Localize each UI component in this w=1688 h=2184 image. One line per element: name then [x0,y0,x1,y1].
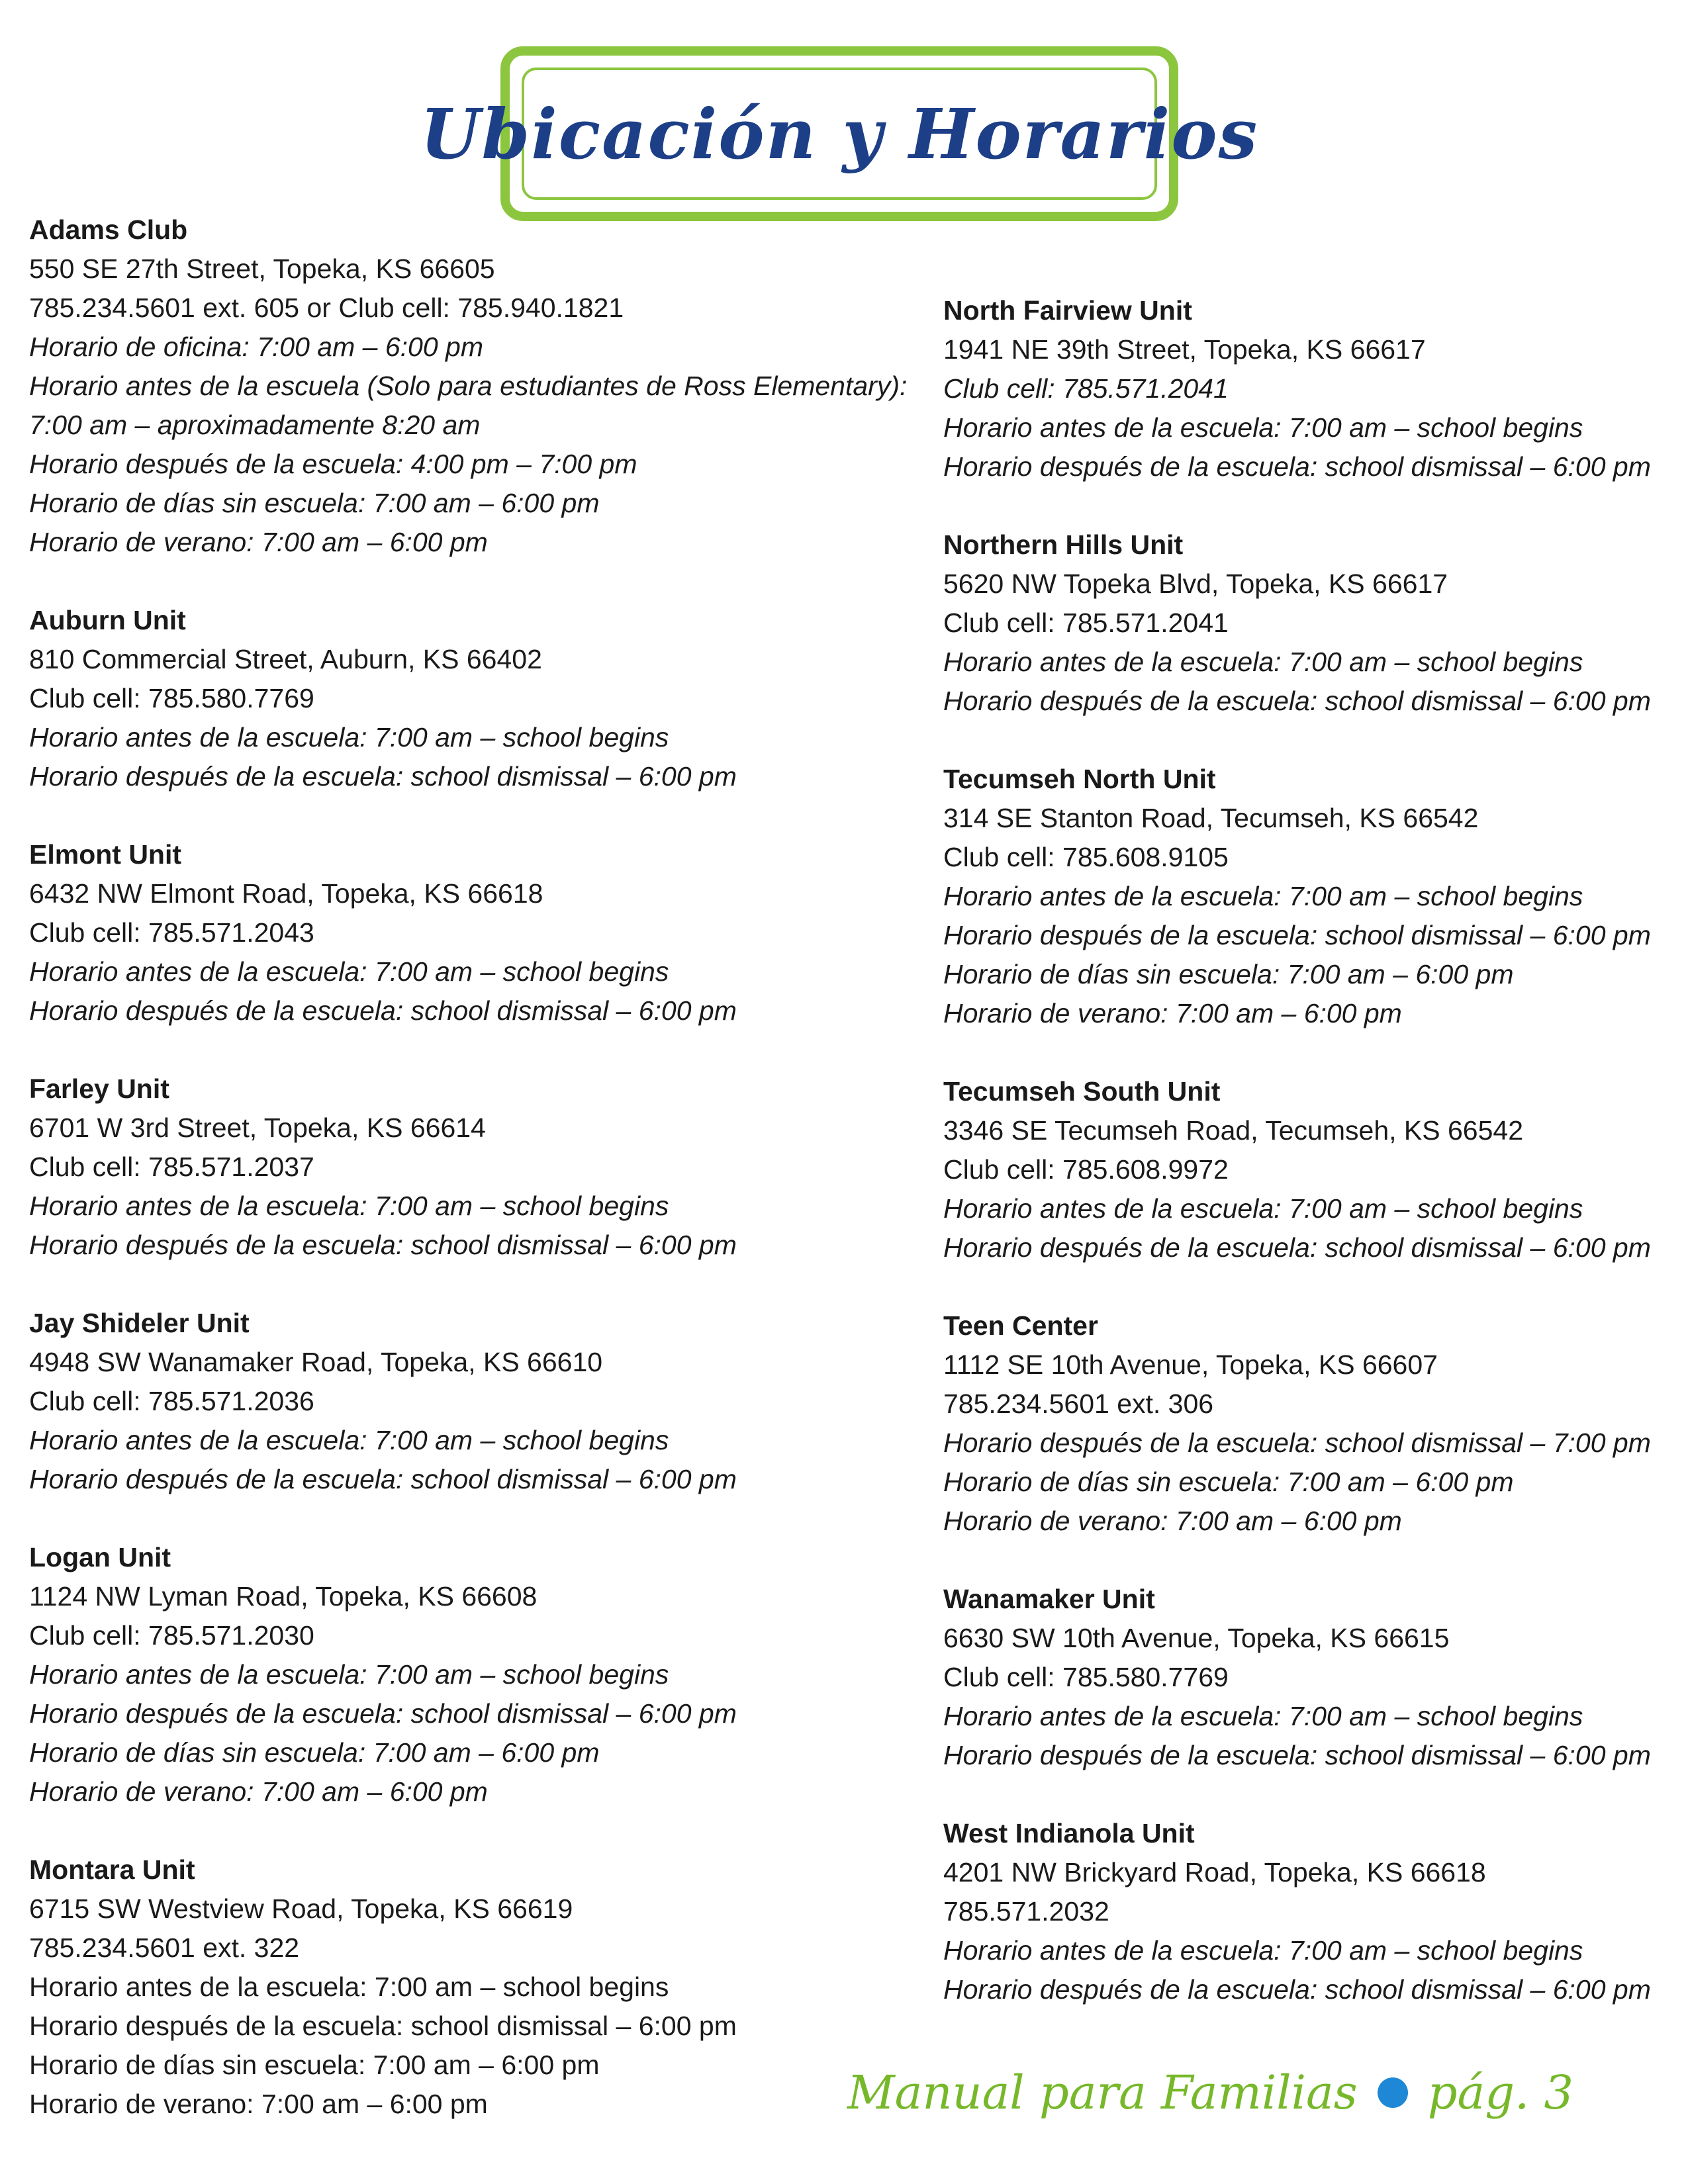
location-detail-line: 785.234.5601 ext. 322 [29,1933,300,1963]
location-name: Tecumseh North Unit [943,764,1216,794]
location-detail-line: Horario antes de la escuela: 7:00 am – school begins [29,956,669,987]
location-block [29,601,943,796]
location-detail-line: 6701 W 3rd Street, Topeka, KS 66614 [29,1113,486,1143]
location-detail-line: 7:00 am – aproximadamente 8:20 am [29,410,481,440]
location-name: Jay Shideler Unit [29,1308,250,1338]
location-detail-line: Horario antes de la escuela: 7:00 am – school begins [943,1193,1583,1224]
location-detail-line: Horario antes de la escuela: 7:00 am – school begins [943,881,1583,911]
location-detail-line: 785.234.5601 ext. 306 [943,1388,1214,1419]
location-detail-line: Club cell: 785.571.2041 [943,373,1229,404]
location-block [29,210,943,562]
location-detail-line: Horario de días sin escuela: 7:00 am – 6:00 pm [29,488,600,518]
location-detail-line: Horario después de la escuela: school dismissal – 6:00 pm [943,1974,1651,2005]
location-detail-line: Club cell: 785.571.2030 [29,1620,314,1651]
location-detail-line: Horario después de la escuela: school dismissal – 6:00 pm [29,1230,737,1260]
location-detail-line: Horario después de la escuela: school dismissal – 6:00 pm [29,2011,737,2041]
location-detail-line: 4948 SW Wanamaker Road, Topeka, KS 66610 [29,1347,603,1377]
location-detail-line: 314 SE Stanton Road, Tecumseh, KS 66542 [943,803,1479,833]
location-detail-line: Horario después de la escuela: school dismissal – 6:00 pm [29,995,737,1026]
location-detail-line: Horario de días sin escuela: 7:00 am – 6:00 pm [29,2050,600,2080]
location-name: West Indianola Unit [943,1818,1195,1848]
location-detail-line: 5620 NW Topeka Blvd, Topeka, KS 66617 [943,569,1448,599]
location-detail-line: Horario de verano: 7:00 am – 6:00 pm [29,527,488,557]
location-detail-line: Horario después de la escuela: school dismissal – 6:00 pm [943,686,1651,716]
location-detail-line: Horario de verano: 7:00 am – 6:00 pm [29,1776,488,1807]
location-detail-line: 785.571.2032 [943,1896,1109,1927]
location-detail-line: Horario antes de la escuela (Solo para estudiantes de Ross Elementary): [29,371,908,401]
location-name: Wanamaker Unit [943,1584,1155,1614]
footer-label: Manual para Familias [847,2066,1358,2120]
location-block [29,1304,943,1499]
location-detail-line: Horario de verano: 7:00 am – 6:00 pm [943,1506,1402,1536]
location-detail-line: 6432 NW Elmont Road, Topeka, KS 66618 [29,878,543,909]
location-detail-line: Club cell: 785.608.9105 [943,842,1229,872]
location-detail-line: Horario de días sin escuela: 7:00 am – 6:00 pm [943,1467,1514,1497]
location-detail-line: Horario después de la escuela: school dismissal – 6:00 pm [29,761,737,792]
location-detail-line: Horario antes de la escuela: 7:00 am – school begins [943,412,1583,443]
footer [847,2060,1573,2126]
location-detail-line: Horario de verano: 7:00 am – 6:00 pm [943,998,1402,1028]
location-detail-line: Horario después de la escuela: school dismissal – 6:00 pm [943,451,1651,482]
location-detail-line: Horario de oficina: 7:00 am – 6:00 pm [29,332,483,362]
location-detail-line: Club cell: 785.580.7769 [943,1662,1229,1692]
location-detail-line: 810 Commercial Street, Auburn, KS 66402 [29,644,542,674]
location-block [943,1306,1678,1541]
location-detail-line: Horario antes de la escuela: 7:00 am – school begins [943,647,1583,677]
location-detail-line: 4201 NW Brickyard Road, Topeka, KS 66618 [943,1857,1486,1888]
location-block [29,1538,943,1811]
location-name: Northern Hills Unit [943,529,1184,560]
location-detail-line: Horario después de la escuela: school dismissal – 6:00 pm [29,1698,737,1729]
location-detail-line: 6715 SW Westview Road, Topeka, KS 66619 [29,1893,573,1924]
location-block [943,291,1678,486]
location-detail-line: Horario antes de la escuela: 7:00 am – school begins [29,1191,669,1221]
location-block [943,760,1678,1033]
location-detail-line: Club cell: 785.571.2036 [29,1386,314,1416]
location-detail-line: Horario antes de la escuela: 7:00 am – school begins [29,722,669,752]
location-name: Montara Unit [29,1854,195,1885]
location-detail-line: Club cell: 785.571.2043 [29,917,314,948]
location-detail-line: Horario antes de la escuela: 7:00 am – school begins [29,1972,669,2002]
location-detail-line: 550 SE 27th Street, Topeka, KS 66605 [29,253,495,284]
page-title: Ubicación y Horarios [420,93,1259,175]
location-detail-line: Horario de días sin escuela: 7:00 am – 6:00 pm [943,959,1514,989]
location-block [943,525,1678,721]
location-detail-line: Club cell: 785.608.9972 [943,1154,1229,1185]
bullet-dot-icon [1378,2077,1408,2108]
location-detail-line: 1124 NW Lyman Road, Topeka, KS 66608 [29,1581,538,1612]
location-name: Tecumseh South Unit [943,1076,1221,1107]
location-name: Auburn Unit [29,605,186,635]
location-detail-line: Horario después de la escuela: school dismissal – 6:00 pm [943,920,1651,950]
location-detail-line: 785.234.5601 ext. 605 or Club cell: 785.940.1821 [29,293,624,323]
left-column [29,210,943,2163]
location-detail-line: Horario antes de la escuela: 7:00 am – school begins [943,1701,1583,1731]
location-block [29,1069,943,1265]
location-detail-line: Club cell: 785.571.2041 [943,608,1229,638]
location-detail-line: Horario de verano: 7:00 am – 6:00 pm [29,2089,488,2119]
title-frame [420,46,1259,221]
location-name: North Fairview Unit [943,295,1192,326]
location-detail-line: 3346 SE Tecumseh Road, Tecumseh, KS 66542 [943,1115,1523,1146]
location-name: Teen Center [943,1310,1098,1341]
location-block [29,1850,943,2124]
location-detail-line: 1941 NE 39th Street, Topeka, KS 66617 [943,334,1426,365]
location-detail-line: Club cell: 785.571.2037 [29,1152,314,1182]
location-detail-line: Horario después de la escuela: school dismissal – 6:00 pm [29,1464,737,1494]
location-detail-line: Horario después de la escuela: 4:00 pm – 7:00 pm [29,449,637,479]
location-detail-line: Horario antes de la escuela: 7:00 am – school begins [29,1659,669,1690]
location-block [943,1072,1678,1267]
location-detail-line: Horario antes de la escuela: 7:00 am – school begins [943,1935,1583,1966]
page-number: pág. 3 [1427,2066,1574,2120]
location-detail-line: Horario de días sin escuela: 7:00 am – 6:00 pm [29,1737,600,1768]
location-name: Elmont Unit [29,839,182,870]
location-block [29,835,943,1030]
title-inner-frame [420,68,1259,200]
location-name: Adams Club [29,214,188,245]
location-detail-line: Club cell: 785.580.7769 [29,683,314,713]
location-name: Logan Unit [29,1542,171,1572]
location-detail-line: Horario después de la escuela: school dismissal – 6:00 pm [943,1740,1651,1770]
location-block [943,1814,1678,2009]
location-detail-line: 1112 SE 10th Avenue, Topeka, KS 66607 [943,1349,1438,1380]
right-column [943,291,1678,2048]
location-block [943,1580,1678,1775]
location-detail-line: 6630 SW 10th Avenue, Topeka, KS 66615 [943,1623,1450,1653]
location-detail-line: Horario antes de la escuela: 7:00 am – school begins [29,1425,669,1455]
location-name: Farley Unit [29,1073,169,1104]
location-detail-line: Horario después de la escuela: school dismissal – 6:00 pm [943,1232,1651,1263]
location-detail-line: Horario después de la escuela: school dismissal – 7:00 pm [943,1428,1651,1458]
